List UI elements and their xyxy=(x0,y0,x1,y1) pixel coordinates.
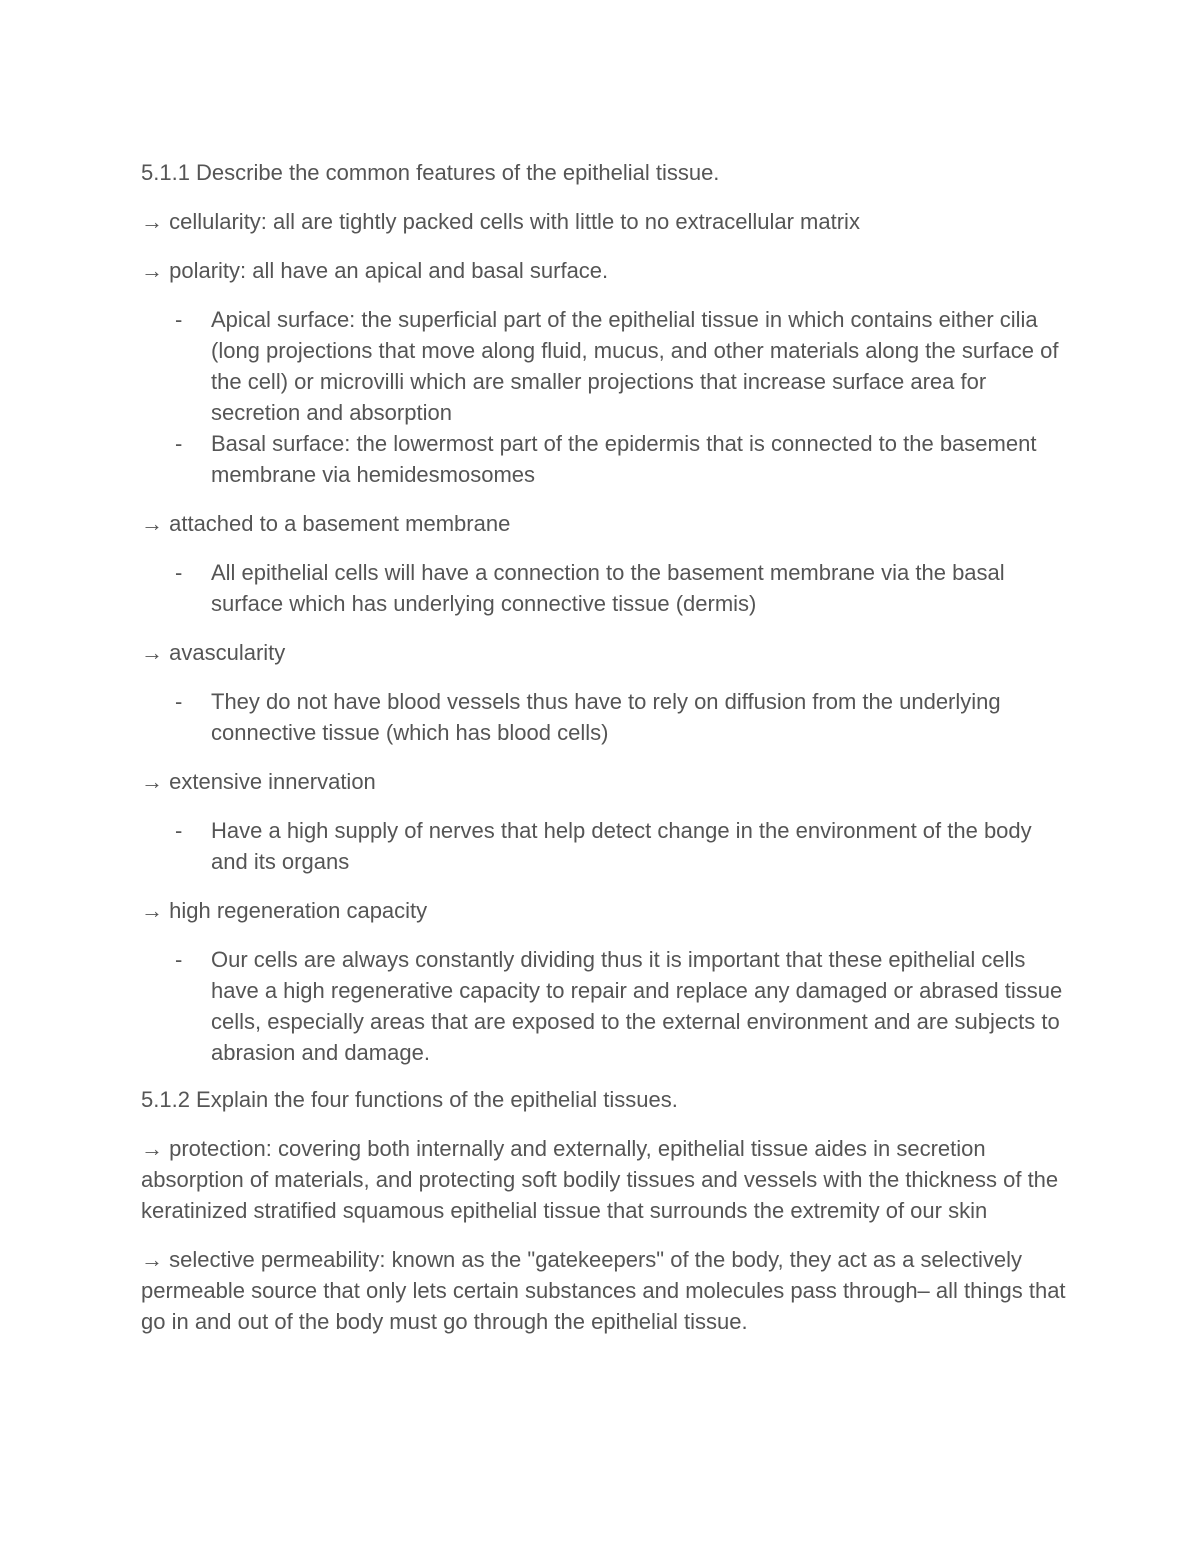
bullet-dash: - xyxy=(175,818,183,843)
bullet-list xyxy=(141,304,1066,490)
function-item: → protection: covering both internally and externally, epithelial tissue aides in secretion absorption of materials, and protecting soft bodily tissues and vessels with the thickness of the keratinized stratified squamous epithelial tissue that surrounds the extremity of our skin xyxy=(141,1136,1059,1223)
list-item xyxy=(141,428,1066,490)
document-content xyxy=(141,157,1066,1355)
feature-item: → extensive innervation xyxy=(141,769,376,794)
bullet-list xyxy=(141,944,1066,1068)
list-item xyxy=(141,686,1066,748)
bullet-text: All epithelial cells will have a connection to the basement membrane via the basal surface which has underlying connective tissue (dermis) xyxy=(211,560,1005,616)
bullet-dash: - xyxy=(175,689,183,714)
bullet-list xyxy=(141,557,1066,619)
bullet-text: Our cells are always constantly dividing thus it is important that these epithelial cells have a high regenerative capacity to repair and replace any damaged or abrased tissue cells, especially areas that are exposed to the external environment and are subjects to abrasion and damage. xyxy=(211,947,1063,1065)
bullet-text: They do not have blood vessels thus have to rely on diffusion from the underlying connective tissue (which has blood cells) xyxy=(211,689,1001,745)
bullet-dash: - xyxy=(175,431,183,456)
feature-item: → polarity: all have an apical and basal surface. xyxy=(141,258,609,283)
function-item: → selective permeability: known as the "gatekeepers" of the body, they act as a selectively permeable source that only lets certain substances and molecules pass through– all things that go in and out of the body must go through the epithelial tissue. xyxy=(141,1247,1066,1334)
list-item xyxy=(141,815,1066,877)
bullet-dash: - xyxy=(175,560,183,585)
section-heading: 5.1.1 Describe the common features of the epithelial tissue. xyxy=(141,160,720,185)
bullet-dash: - xyxy=(175,947,183,972)
list-item xyxy=(141,304,1066,428)
feature-item: → cellularity: all are tightly packed cells with little to no extracellular matrix xyxy=(141,209,860,234)
bullet-dash: - xyxy=(175,307,183,332)
bullet-text: Basal surface: the lowermost part of the epidermis that is connected to the basement membrane via hemidesmosomes xyxy=(211,431,1037,487)
bullet-list xyxy=(141,815,1066,877)
list-item xyxy=(141,557,1066,619)
bullet-list xyxy=(141,686,1066,748)
list-item xyxy=(141,944,1066,1068)
bullet-text: Apical surface: the superficial part of the epithelial tissue in which contains either cilia (long projections that move along fluid, mucus, and other materials along the surface of the cell) or microvilli which are smaller projections that increase surface area for secretion and absorption xyxy=(211,307,1059,425)
feature-item: → avascularity xyxy=(141,640,286,665)
section-heading: 5.1.2 Explain the four functions of the epithelial tissues. xyxy=(141,1087,678,1112)
feature-item: → attached to a basement membrane xyxy=(141,511,511,536)
feature-item: → high regeneration capacity xyxy=(141,898,428,923)
bullet-text: Have a high supply of nerves that help detect change in the environment of the body and its organs xyxy=(211,818,1032,874)
